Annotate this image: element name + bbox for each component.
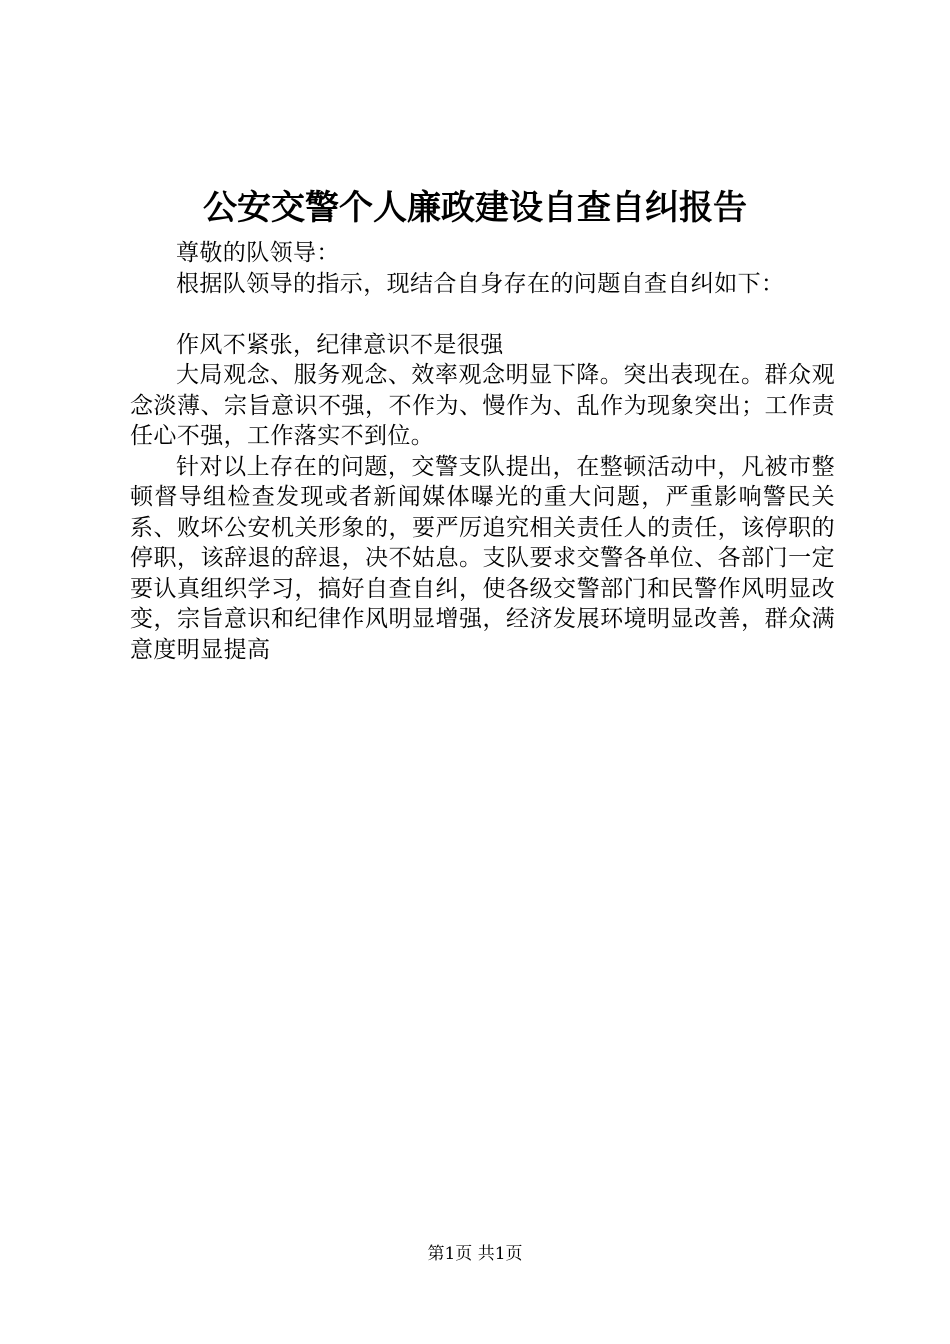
document-body — [130, 238, 835, 665]
section-heading: 作风不紧张，纪律意识不是很强 — [176, 331, 504, 358]
salutation: 尊敬的队领导： — [176, 240, 340, 266]
intro-paragraph: 根据队领导的指示，现结合自身存在的问题自查自纠如下： — [176, 270, 785, 297]
body-paragraph-1: 大局观念、服务观念、效率观念明显下降。突出表现在。群众观念淡薄、宗旨意识不强，不作为、慢作为、乱作为现象突出；工作责任心不强，工作落实不到位。 — [130, 362, 835, 449]
body-paragraph-2: 针对以上存在的问题，交警支队提出，在整顿活动中，凡被市整顿督导组检查发现或者新闻媒体曝光的重大问题，严重影响警民关系、败坏公安机关形象的，要严厉追究相关责任人的责任，该停职的停职，该辞退的辞退，决不姑息。支队要求交警各单位、各部门一定要认真组织学习，搞好自查自纠，使各级交警部门和民警作风明显改变，宗旨意识和纪律作风明显增强，经济发展环境明显改善，群众满意度明显提高 — [130, 453, 835, 663]
blank-line — [130, 299, 835, 330]
document-title: 公安交警个人廉政建设自查自纠报告 — [203, 188, 747, 228]
page-footer: 第1页 共1页 — [427, 1244, 523, 1264]
